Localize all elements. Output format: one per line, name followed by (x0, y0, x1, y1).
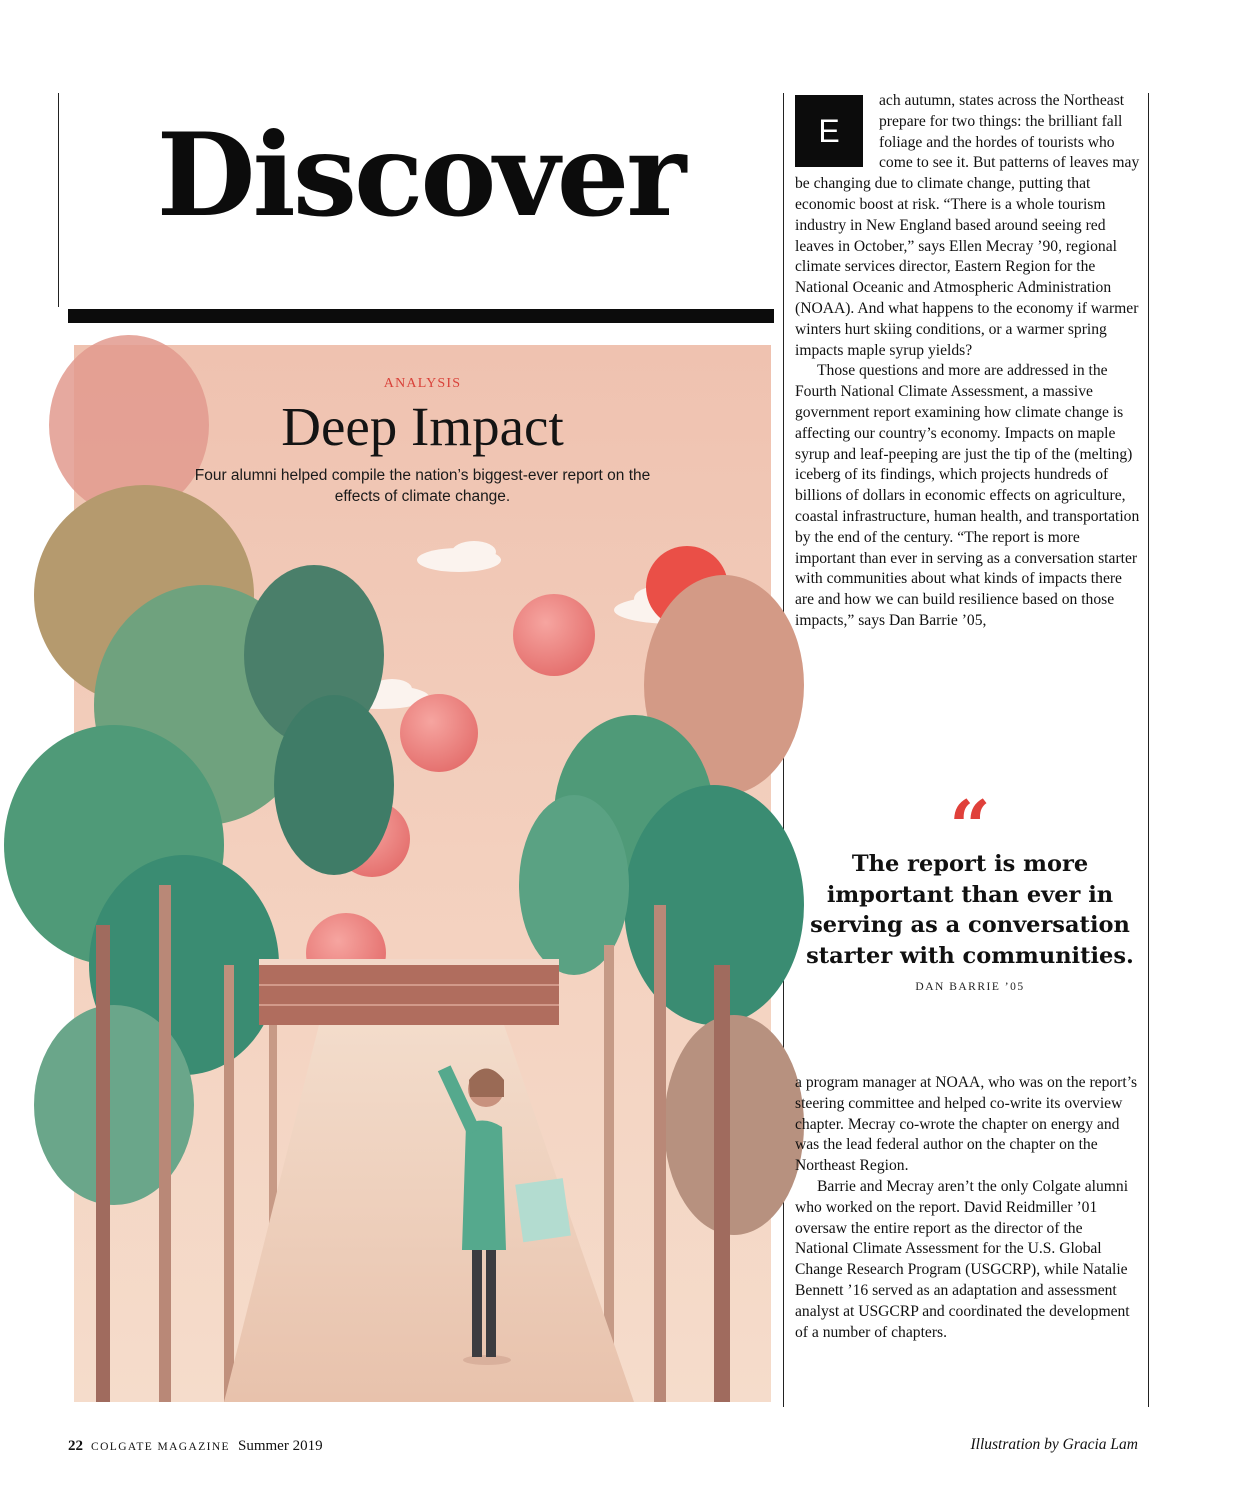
feature-illustration (74, 345, 771, 1402)
drop-cap: E (795, 95, 863, 167)
article-body-top (795, 91, 1140, 771)
pull-quote-text: The report is more important than ever in serving as a conversation starter with communities. (806, 851, 1134, 969)
coin (513, 594, 595, 676)
illustration-svg (74, 345, 771, 1402)
quote-mark-icon: “ (949, 784, 991, 869)
page-folio (68, 1438, 323, 1455)
illustration-credit: Illustration by Gracia Lam (970, 1436, 1138, 1453)
pull-quote-attribution: DAN BARRIE ’05 (915, 981, 1025, 993)
article-paragraph (795, 91, 1140, 361)
feature-dek: Four alumni helped compile the nation’s biggest-ever report on the effects of climate change. (194, 467, 651, 505)
article-body-bottom (795, 1073, 1140, 1413)
pull-quote (800, 784, 1140, 993)
article-paragraph: Those questions and more are addressed in the Fourth National Climate Assessment, a massive government report examining how climate change is affecting our country’s economy. Impacts on maple syrup and leaf-peeping are just the tip of the (melting) iceberg of its findings, which projects hundreds of billions of dollars in economic effects on agriculture, coastal infrastructure, human health, and transportation by the end of the century. “The report is more important than ever in serving as a conversation starter with communities about what kinds of impacts there are and how we can build resilience based on those impacts,” says Dan Barrie ’05, (795, 362, 1140, 629)
section-title: Discover (156, 108, 684, 242)
left-column-rule (58, 93, 59, 307)
page-number: 22 (68, 1438, 83, 1454)
fence (259, 959, 559, 1025)
magazine-name: COLGATE MAGAZINE (91, 1441, 230, 1453)
section-divider-bar (68, 309, 774, 323)
issue-date: Summer 2019 (237, 1438, 323, 1454)
coin (400, 694, 478, 772)
feature-kicker: ANALYSIS (383, 376, 462, 391)
feature-headline: Deep Impact (281, 396, 564, 457)
paragraph-text: ach autumn, states across the Northeast prepare for two things: the brilliant fall foliage and the hordes of tourists who come to see it. But patterns of leaves may be changing due to climate change, putting that economic boost at risk. “There is a whole tourism industry in New England based around seeing red leaves in October,” says Ellen Mecray ’90, regional climate services director, Eastern Region for the National Oceanic and Atmospheric Administration (NOAA). And what happens to the economy if warmer winters hurt skiing conditions, or a warmer spring impacts maple syrup yields? (795, 92, 1140, 359)
right-column-rule (1148, 93, 1149, 1407)
article-paragraph: Barrie and Mecray aren’t the only Colgate alumni who worked on the report. David Reidmiller ’01 oversaw the entire report as the director of the National Climate Assessment for the U.S. Global Change Research Program (USGCRP), while Natalie Bennett ’16 served as an adaptation and assessment analyst at USGCRP and coordinated the development of a number of chapters. (795, 1177, 1130, 1341)
article-paragraph: a program manager at NOAA, who was on the report’s steering committee and helped co-write its overview chapter. Mecray co-wrote the chapter on energy and was the lead federal author on the chapter on the Northeast Region. (795, 1074, 1138, 1175)
